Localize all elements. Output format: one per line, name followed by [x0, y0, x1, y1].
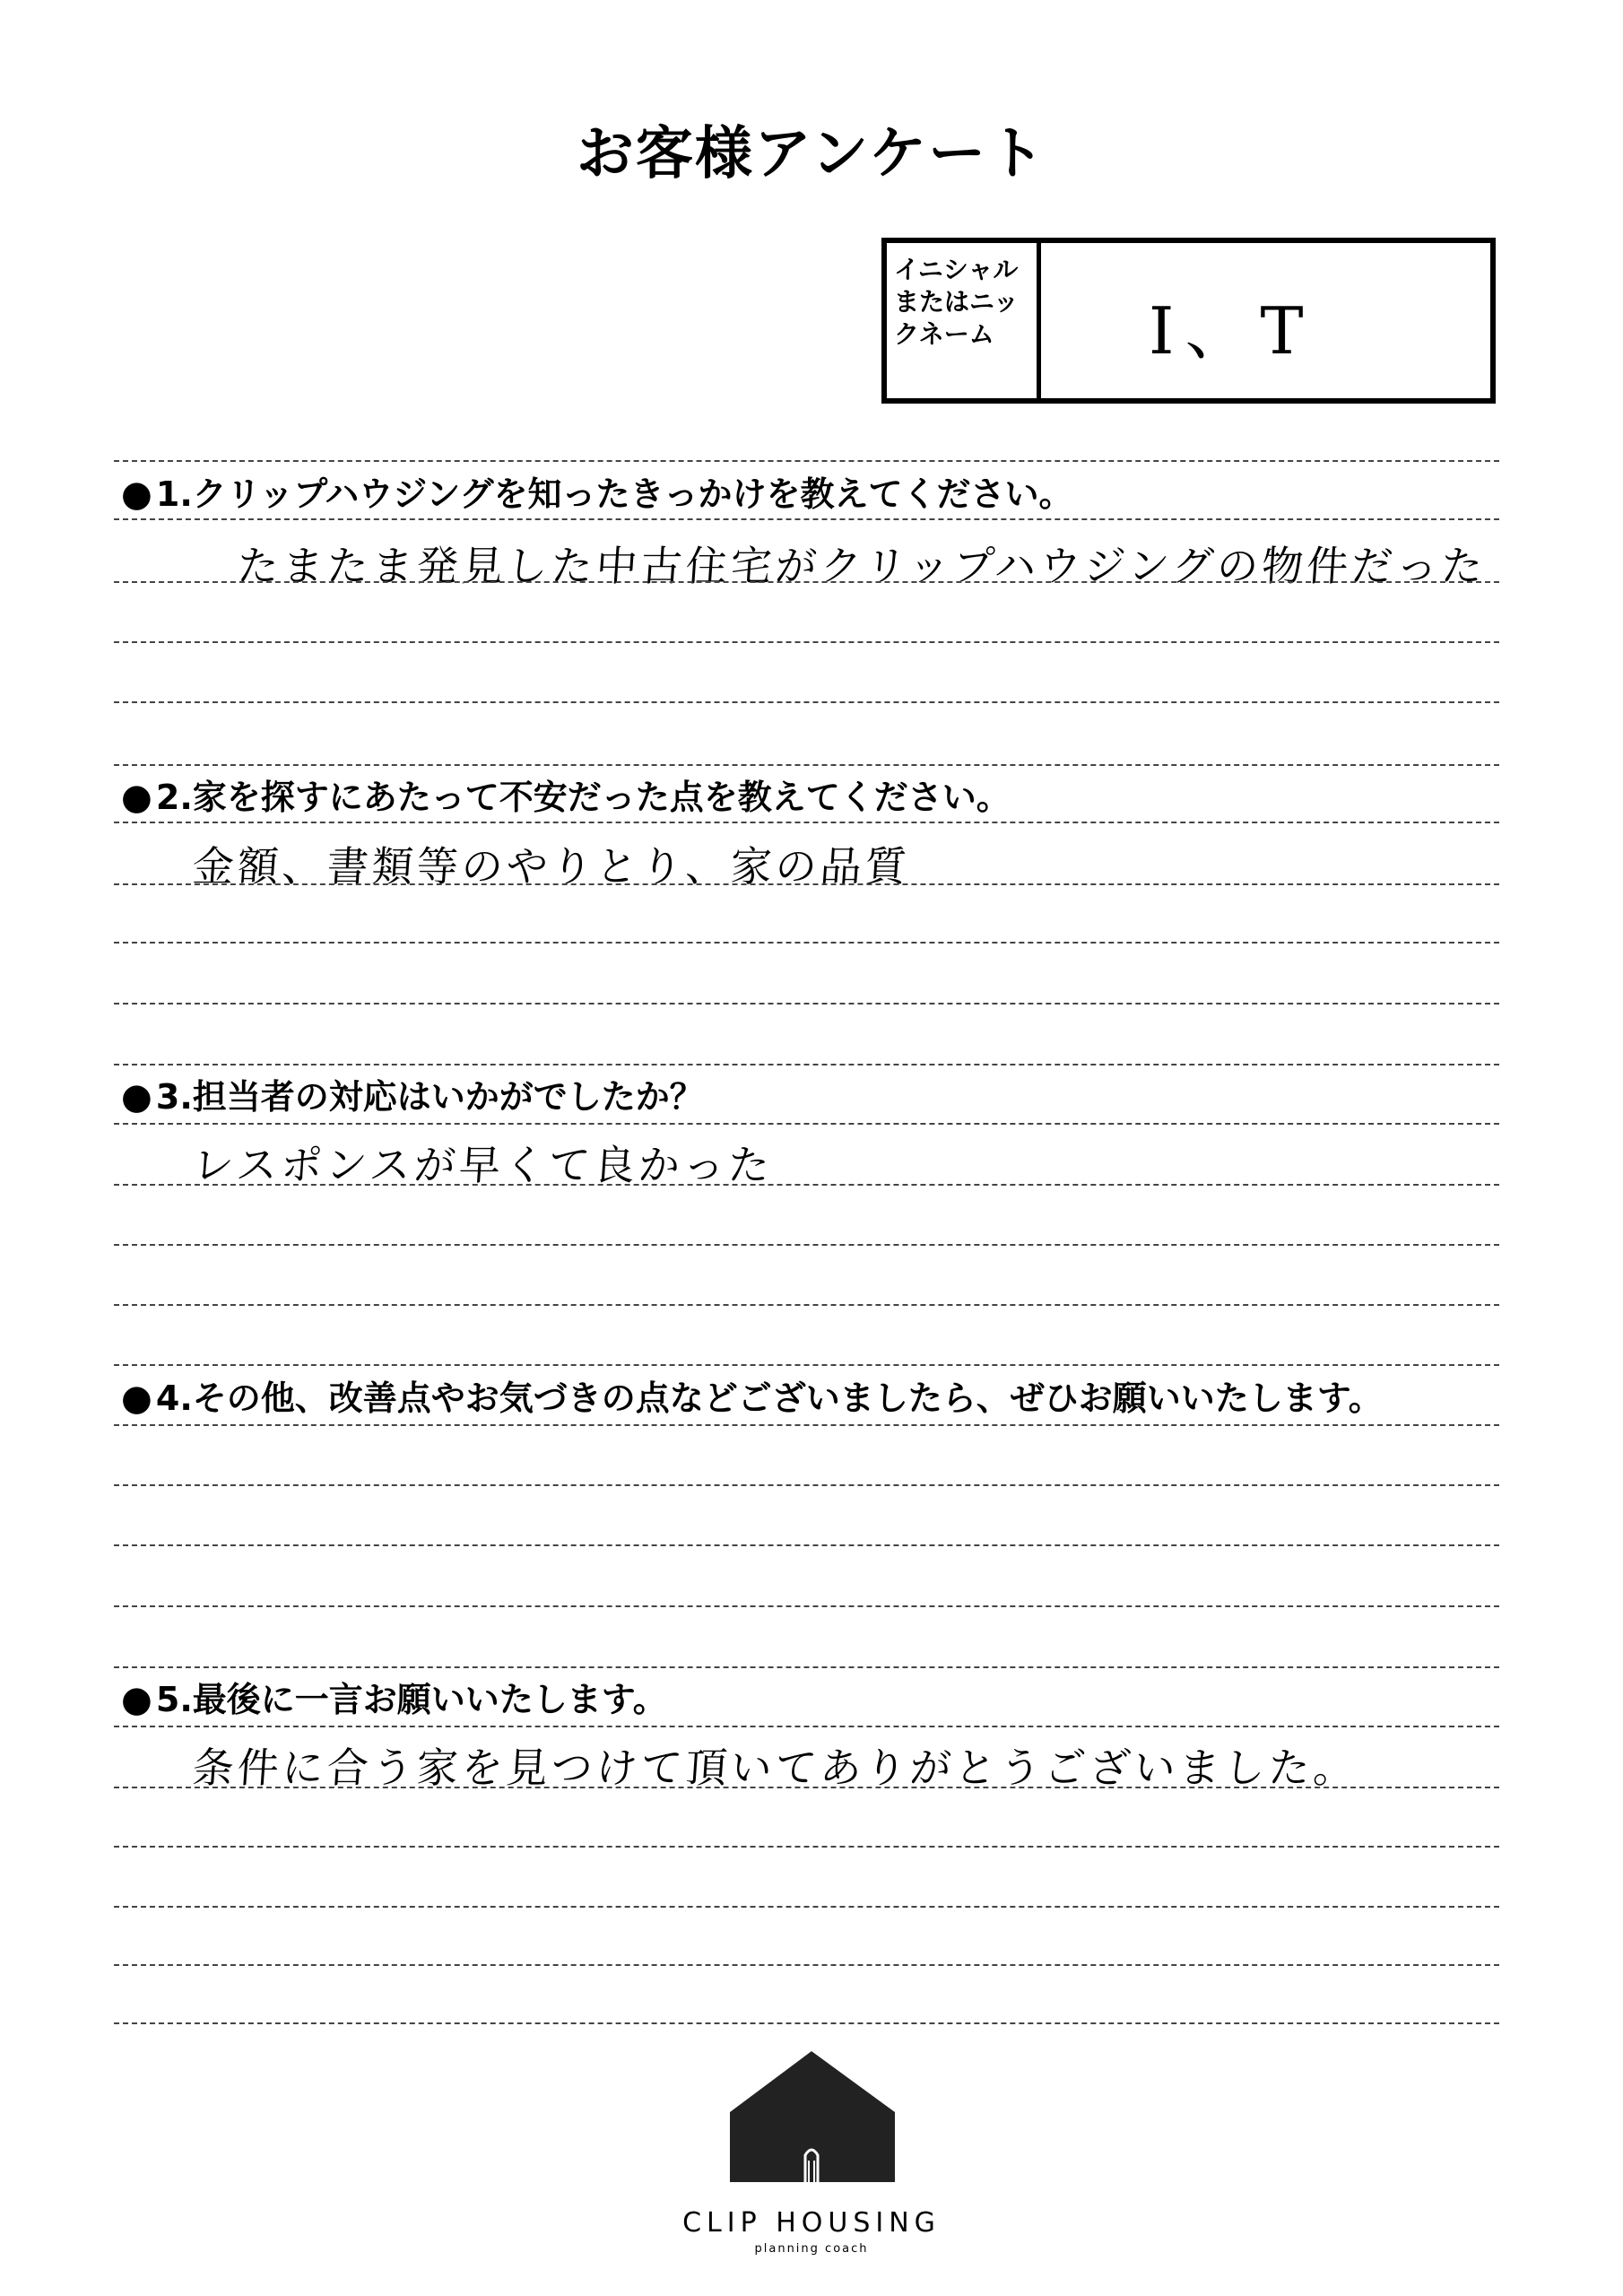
question-4: [121, 1370, 1383, 1420]
question-2-text: 2.家を探すにあたって不安だった点を教えてください。: [155, 778, 1011, 817]
bullet-icon: ●: [121, 777, 152, 818]
name-box: [881, 238, 1496, 404]
ruled-line: [114, 460, 1499, 462]
ruled-line: [114, 1666, 1499, 1668]
answer-3: レスポンスが早くて良かった: [190, 1141, 775, 1189]
ruled-line: [114, 641, 1499, 643]
question-5: [121, 1672, 667, 1721]
question-3-text: 3.担当者の対応はいかがでしたか？: [155, 1077, 704, 1117]
ruled-line: [114, 1726, 1499, 1727]
ruled-line: [114, 883, 1499, 885]
ruled-line: [114, 1787, 1499, 1788]
ruled-line: [114, 1064, 1499, 1065]
ruled-line: [114, 1244, 1499, 1246]
question-3: [121, 1069, 704, 1118]
logo-brand: CLIP HOUSING: [682, 2207, 941, 2239]
ruled-line: [114, 1605, 1499, 1607]
house-icon: [726, 2049, 897, 2184]
answer-5: 条件に合う家を見つけて頂いてありがとうございました。: [190, 1744, 1360, 1792]
name-label: イニシャルまたはニックネーム: [887, 243, 1041, 398]
ruled-line: [114, 1484, 1499, 1486]
ruled-line: [114, 701, 1499, 703]
answer-2: 金額、書類等のやりとり、家の品質: [190, 842, 912, 891]
bullet-icon: ●: [121, 1076, 152, 1118]
ruled-line: [114, 518, 1499, 520]
page-title: お客様アンケート: [576, 121, 1047, 187]
ruled-line: [114, 1184, 1499, 1186]
answer-1: たまたま発見した中古住宅がクリップハウジングの物件だった: [235, 542, 1488, 590]
ruled-line: [114, 1304, 1499, 1306]
logo-tagline: planning coach: [754, 2242, 869, 2256]
ruled-line: [114, 764, 1499, 766]
ruled-line: [114, 2022, 1499, 2024]
ruled-line: [114, 1003, 1499, 1004]
bullet-icon: ●: [121, 1679, 152, 1720]
question-4-text: 4.その他、改善点やお気づきの点などございましたら、ぜひお願いいたします。: [155, 1378, 1383, 1418]
ruled-line: [114, 1846, 1499, 1848]
ruled-line: [114, 1544, 1499, 1546]
ruled-line: [114, 942, 1499, 944]
ruled-line: [114, 1364, 1499, 1366]
bullet-icon: ●: [121, 1378, 152, 1419]
ruled-line: [114, 1906, 1499, 1908]
ruled-line: [114, 1123, 1499, 1125]
ruled-line: [114, 1424, 1499, 1426]
question-5-text: 5.最後に一言お願いいたします。: [155, 1680, 667, 1719]
question-1: [121, 466, 1073, 516]
ruled-line: [114, 822, 1499, 823]
ruled-line: [114, 1964, 1499, 1966]
clip-housing-logo: [0, 2049, 1623, 2256]
ruled-line: [114, 581, 1499, 583]
name-value-field: [1041, 243, 1490, 398]
question-2: [121, 770, 1011, 819]
bullet-icon: ●: [121, 474, 152, 515]
name-value: I、T: [1149, 293, 1315, 369]
question-1-text: 1.クリップハウジングを知ったきっかけを教えてください。: [155, 474, 1073, 514]
